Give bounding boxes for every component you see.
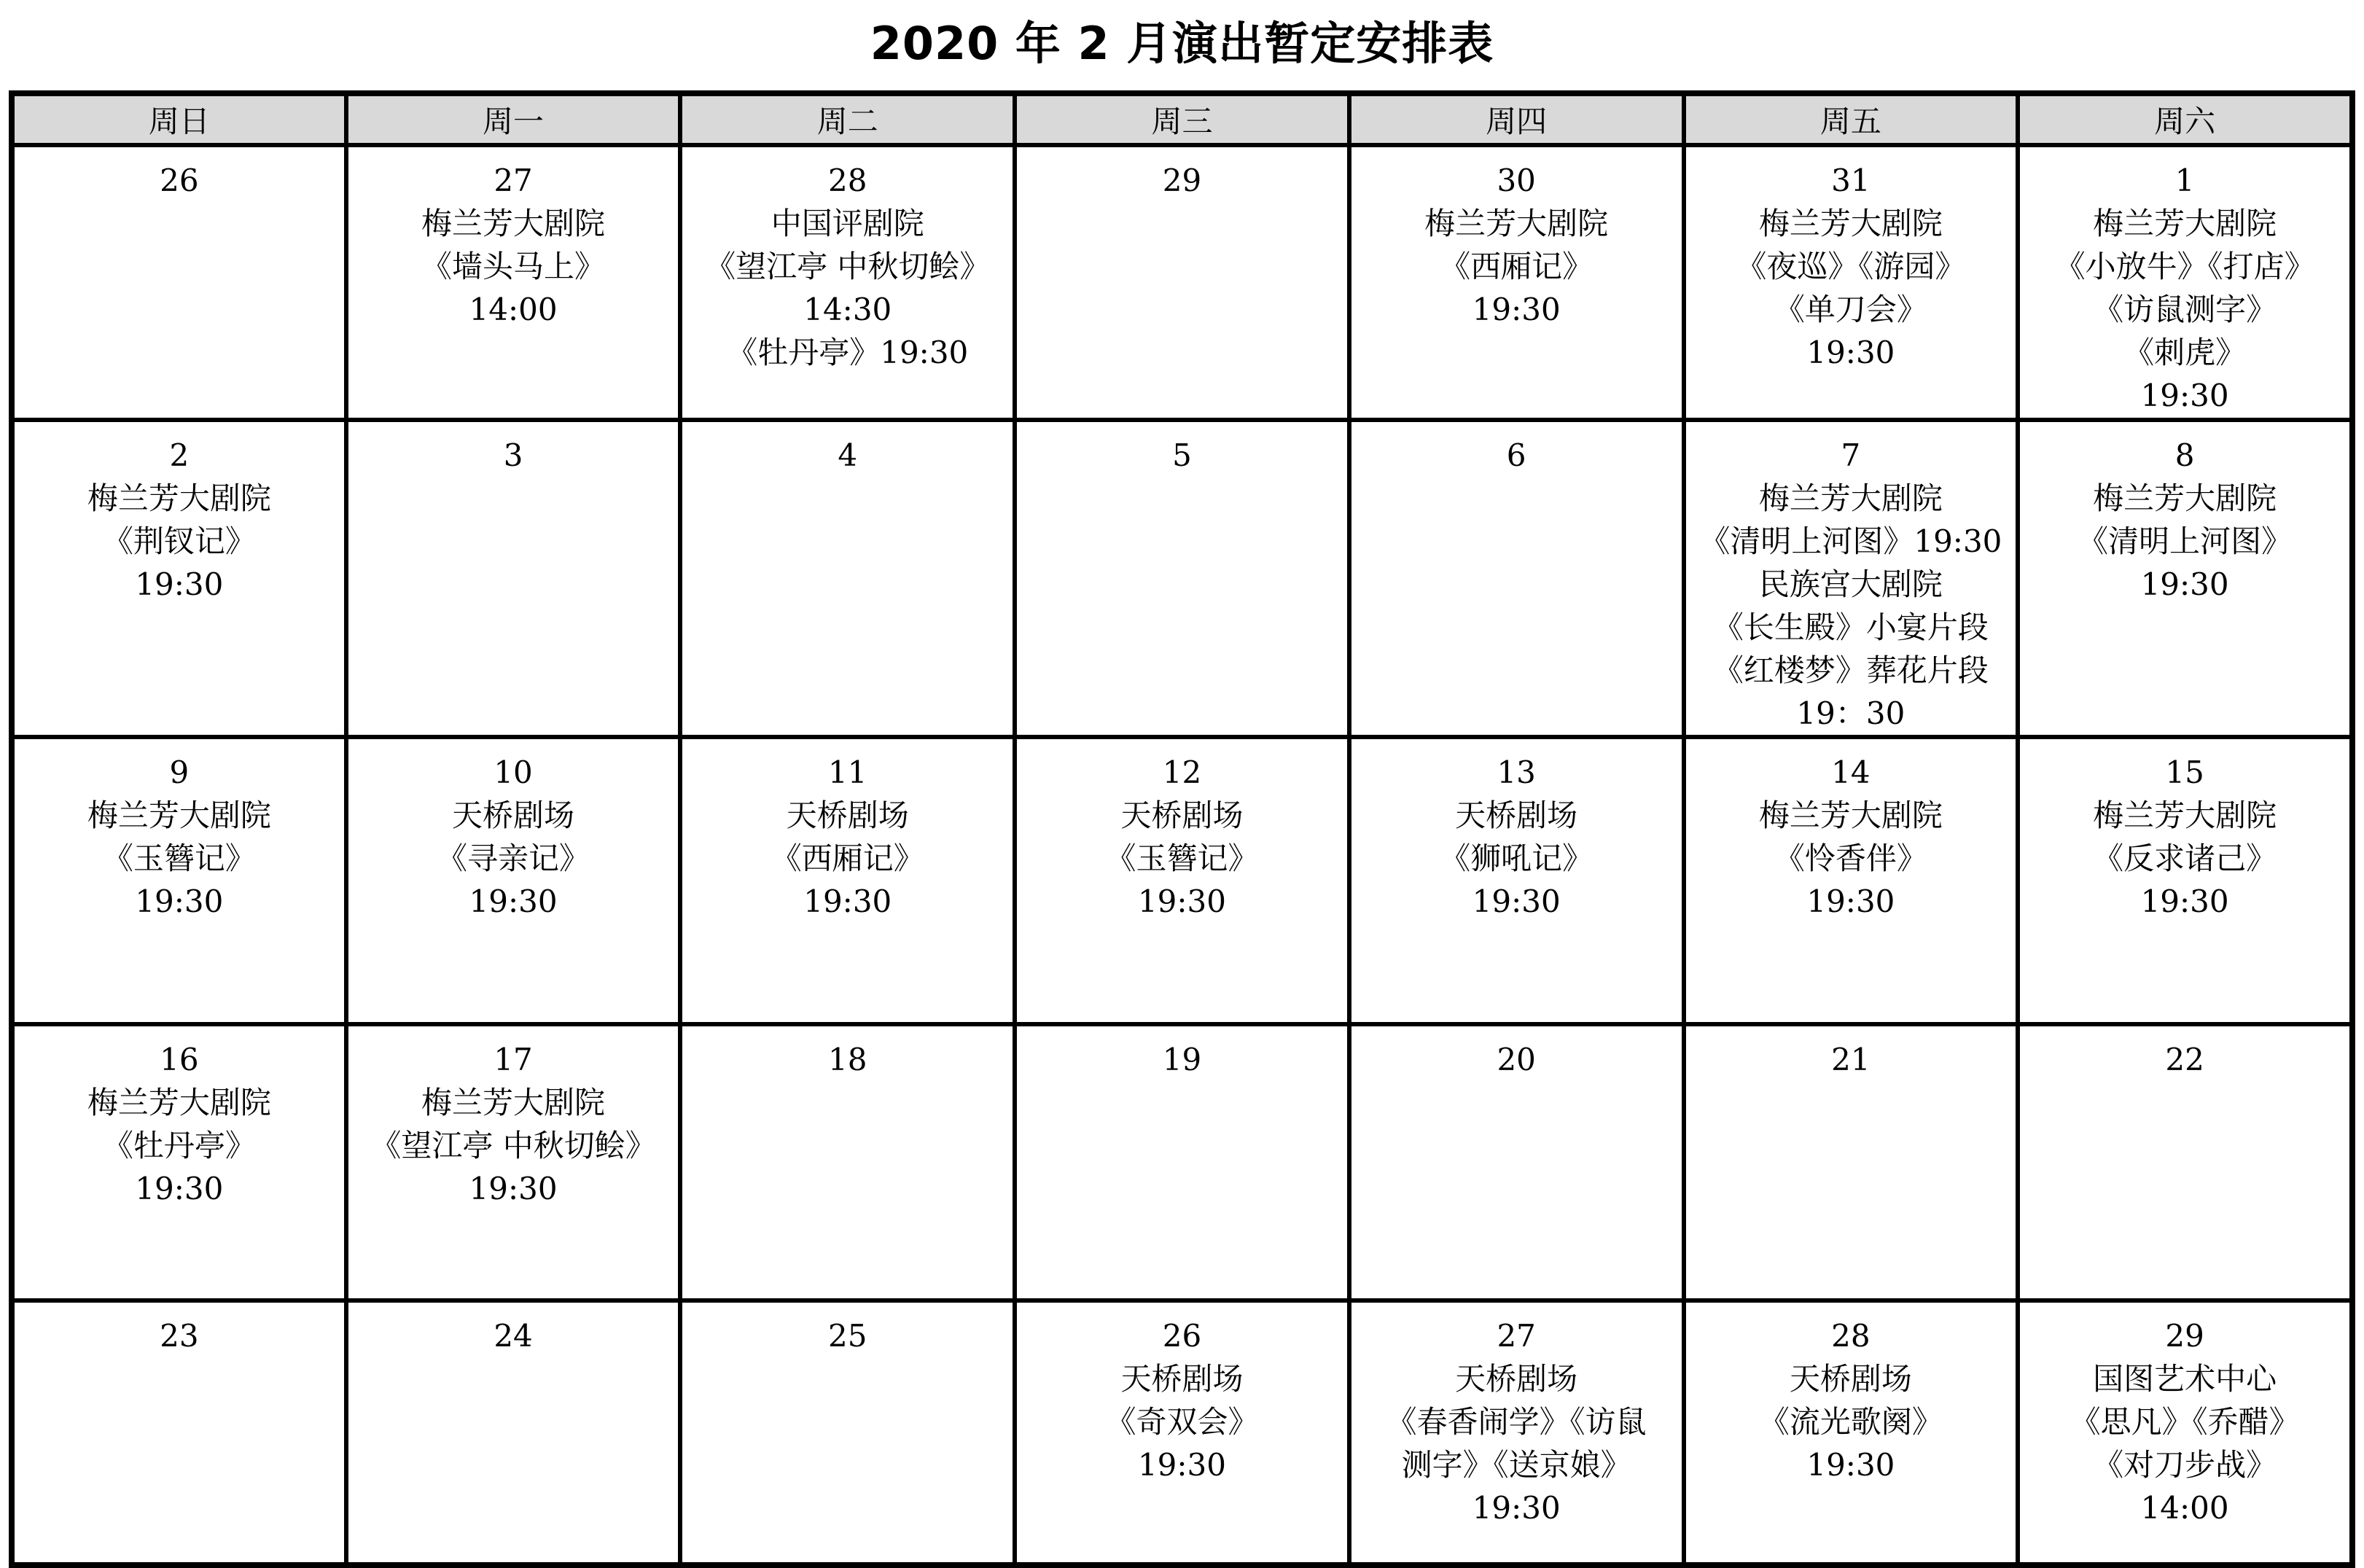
performance-line: 梅兰芳大剧院: [1758, 797, 1943, 833]
day-cell: [680, 1300, 1015, 1565]
day-number: 4: [838, 437, 858, 473]
day-cell: [1684, 737, 2018, 1024]
performance-line: 天桥剧场: [1455, 797, 1578, 833]
day-number: 27: [494, 163, 533, 198]
day-cell: [680, 420, 1015, 737]
day-cell: [1015, 1024, 1349, 1300]
day-cell: [2018, 737, 2352, 1024]
day-cell: [1015, 420, 1349, 737]
performance-line: 天桥剧场: [1455, 1361, 1578, 1397]
performance-line: 19:30: [1806, 335, 1895, 370]
performance-line: 《清明上河图》: [2078, 523, 2293, 559]
performance-line: 梅兰芳大剧院: [87, 797, 271, 833]
day-cell: [1015, 737, 1349, 1024]
day-number: 18: [828, 1042, 867, 1077]
day-number: 16: [160, 1042, 199, 1077]
day-cell: [1349, 145, 1684, 420]
day-number: 9: [169, 754, 190, 790]
week-row: [12, 145, 2352, 420]
performance-line: 《访鼠测字》: [2093, 292, 2277, 327]
day-cell: [12, 737, 346, 1024]
performance-line: 天桥剧场: [1120, 1361, 1244, 1397]
day-cell: [1349, 1024, 1684, 1300]
day-cell: [346, 420, 681, 737]
day-number: 5: [1172, 437, 1192, 473]
performance-line: 19:30: [1137, 884, 1226, 919]
day-number: 2: [169, 437, 190, 473]
performance-line: 梅兰芳大剧院: [1424, 206, 1609, 241]
day-number: 21: [1831, 1042, 1870, 1077]
day-cell: [346, 737, 681, 1024]
day-number: 29: [2165, 1318, 2204, 1354]
performance-line: 《长生殿》小宴片段: [1712, 609, 1989, 645]
day-cell: [2018, 145, 2352, 420]
performance-line: 梅兰芳大剧院: [2093, 206, 2277, 241]
performance-line: 梅兰芳大剧院: [421, 206, 606, 241]
day-cell: [1349, 420, 1684, 737]
performance-line: 《玉簪记》: [1105, 840, 1259, 876]
performance-line: 14:30: [803, 292, 892, 327]
day-number: 28: [1831, 1318, 1870, 1354]
performance-line: 19:30: [469, 1171, 558, 1206]
day-cell: [1015, 1300, 1349, 1565]
performance-line: 《狮吼记》: [1440, 840, 1593, 876]
performance-line: 19:30: [2140, 566, 2229, 602]
performance-line: 《红楼梦》葬花片段: [1712, 652, 1989, 688]
performance-line: 国图艺术中心: [2093, 1361, 2277, 1397]
week-row: [12, 737, 2352, 1024]
performance-line: 梅兰芳大剧院: [421, 1085, 606, 1120]
performance-line: 《刺虎》: [2123, 335, 2247, 370]
performance-line: 19:30: [1137, 1447, 1226, 1483]
day-cell: [2018, 1300, 2352, 1565]
weekday-header: 周一: [346, 93, 681, 145]
day-number: 17: [494, 1042, 533, 1077]
day-cell: [346, 1024, 681, 1300]
performance-line: 19:30: [1472, 292, 1561, 327]
performance-line: 测字》《送京娘》: [1401, 1447, 1631, 1483]
performance-line: 梅兰芳大剧院: [1758, 206, 1943, 241]
performance-line: 《反求诸己》: [2093, 840, 2277, 876]
performance-line: 《清明上河图》19:30: [1699, 523, 2002, 559]
day-cell: [1349, 737, 1684, 1024]
day-number: 24: [494, 1318, 533, 1354]
day-number: 3: [503, 437, 523, 473]
performance-line: 19:30: [1472, 884, 1561, 919]
day-number: 20: [1497, 1042, 1536, 1077]
day-cell: [2018, 420, 2352, 737]
performance-line: 《寻亲记》: [437, 840, 590, 876]
weekday-header: 周三: [1015, 93, 1349, 145]
performance-line: 《对刀步战》: [2093, 1447, 2277, 1483]
schedule-calendar: [9, 90, 2355, 1568]
performance-line: 《墙头马上》: [421, 249, 606, 284]
week-row: [12, 420, 2352, 737]
day-cell: [1349, 1300, 1684, 1565]
day-cell: [12, 145, 346, 420]
day-number: 19: [1162, 1042, 1202, 1077]
performance-line: 《小放牛》《打店》: [2054, 249, 2315, 284]
performance-line: 梅兰芳大剧院: [2093, 480, 2277, 516]
performance-line: 天桥剧场: [452, 797, 575, 833]
performance-line: 《思凡》《乔醋》: [2070, 1404, 2300, 1440]
performance-line: 《荆钗记》: [102, 523, 256, 559]
day-number: 13: [1497, 754, 1536, 790]
performance-line: 《单刀会》: [1774, 292, 1927, 327]
performance-line: 《春香闹学》《访鼠: [1386, 1404, 1647, 1440]
performance-line: 19:30: [135, 1171, 224, 1206]
day-number: 26: [160, 163, 199, 198]
day-cell: [1015, 145, 1349, 420]
weekday-header: 周四: [1349, 93, 1684, 145]
day-number: 27: [1497, 1318, 1536, 1354]
day-cell: [2018, 1024, 2352, 1300]
day-cell: [1684, 1024, 2018, 1300]
performance-line: 《牡丹亭》: [102, 1128, 256, 1163]
day-cell: [346, 1300, 681, 1565]
performance-line: 梅兰芳大剧院: [2093, 797, 2277, 833]
day-number: 26: [1162, 1318, 1202, 1354]
weekday-header: 周日: [12, 93, 346, 145]
day-cell: [1684, 1300, 2018, 1565]
week-row: [12, 1024, 2352, 1300]
performance-line: 19:30: [1806, 884, 1895, 919]
day-number: 29: [1162, 163, 1202, 198]
page-title: 2020 年 2 月演出暂定安排表: [870, 17, 1494, 70]
day-number: 11: [828, 754, 867, 790]
day-number: 8: [2174, 437, 2195, 473]
weekday-header: 周二: [680, 93, 1015, 145]
weekday-header-row: [12, 93, 2352, 145]
performance-line: 《牡丹亭》19:30: [727, 335, 969, 370]
day-cell: [680, 1024, 1015, 1300]
performance-line: 19:30: [2140, 884, 2229, 919]
weekday-header: 周六: [2018, 93, 2352, 145]
performance-line: 19:30: [1472, 1490, 1561, 1526]
performance-line: 19:30: [469, 884, 558, 919]
day-cell: [680, 145, 1015, 420]
performance-line: 天桥剧场: [1120, 797, 1244, 833]
day-number: 15: [2165, 754, 2204, 790]
day-number: 23: [160, 1318, 199, 1354]
performance-line: 19：30: [1796, 695, 1905, 731]
day-number: 22: [2165, 1042, 2204, 1077]
day-number: 10: [494, 754, 533, 790]
performance-line: 天桥剧场: [1789, 1361, 1912, 1397]
performance-line: 《望江亭 中秋切鲙》: [370, 1128, 656, 1163]
day-cell: [12, 1024, 346, 1300]
performance-line: 19:30: [1806, 1447, 1895, 1483]
performance-line: 梅兰芳大剧院: [87, 1085, 271, 1120]
day-number: 7: [1841, 437, 1861, 473]
performance-line: 《奇双会》: [1105, 1404, 1259, 1440]
day-cell: [12, 420, 346, 737]
day-number: 30: [1497, 163, 1536, 198]
day-number: 14: [1831, 754, 1870, 790]
performance-line: 14:00: [469, 292, 558, 327]
performance-line: 19:30: [803, 884, 892, 919]
performance-line: 《望江亭 中秋切鲙》: [705, 249, 991, 284]
performance-line: 梅兰芳大剧院: [87, 480, 271, 516]
performance-line: 14:00: [2140, 1490, 2229, 1526]
day-number: 1: [2174, 163, 2195, 198]
performance-line: 中国评剧院: [771, 206, 924, 241]
performance-line: 民族宫大剧院: [1758, 566, 1943, 602]
performance-line: 《怜香伴》: [1774, 840, 1927, 876]
day-cell: [1684, 420, 2018, 737]
day-cell: [1684, 145, 2018, 420]
performance-line: 19:30: [135, 884, 224, 919]
day-number: 25: [828, 1318, 867, 1354]
performance-line: 《夜巡》《游园》: [1736, 249, 1966, 284]
day-number: 28: [828, 163, 867, 198]
week-row: [12, 1300, 2352, 1565]
day-cell: [12, 1300, 346, 1565]
weekday-header: 周五: [1684, 93, 2018, 145]
day-number: 12: [1162, 754, 1202, 790]
day-cell: [346, 145, 681, 420]
performance-line: 19:30: [135, 566, 224, 602]
day-cell: [680, 737, 1015, 1024]
day-number: 31: [1831, 163, 1870, 198]
performance-line: 《玉簪记》: [102, 840, 256, 876]
performance-line: 天桥剧场: [786, 797, 909, 833]
performance-line: 《流光歌阕》: [1758, 1404, 1943, 1440]
performance-line: 《西厢记》: [1440, 249, 1593, 284]
day-number: 6: [1506, 437, 1526, 473]
performance-line: 梅兰芳大剧院: [1758, 480, 1943, 516]
performance-line: 19:30: [2140, 378, 2229, 413]
performance-line: 《西厢记》: [771, 840, 924, 876]
